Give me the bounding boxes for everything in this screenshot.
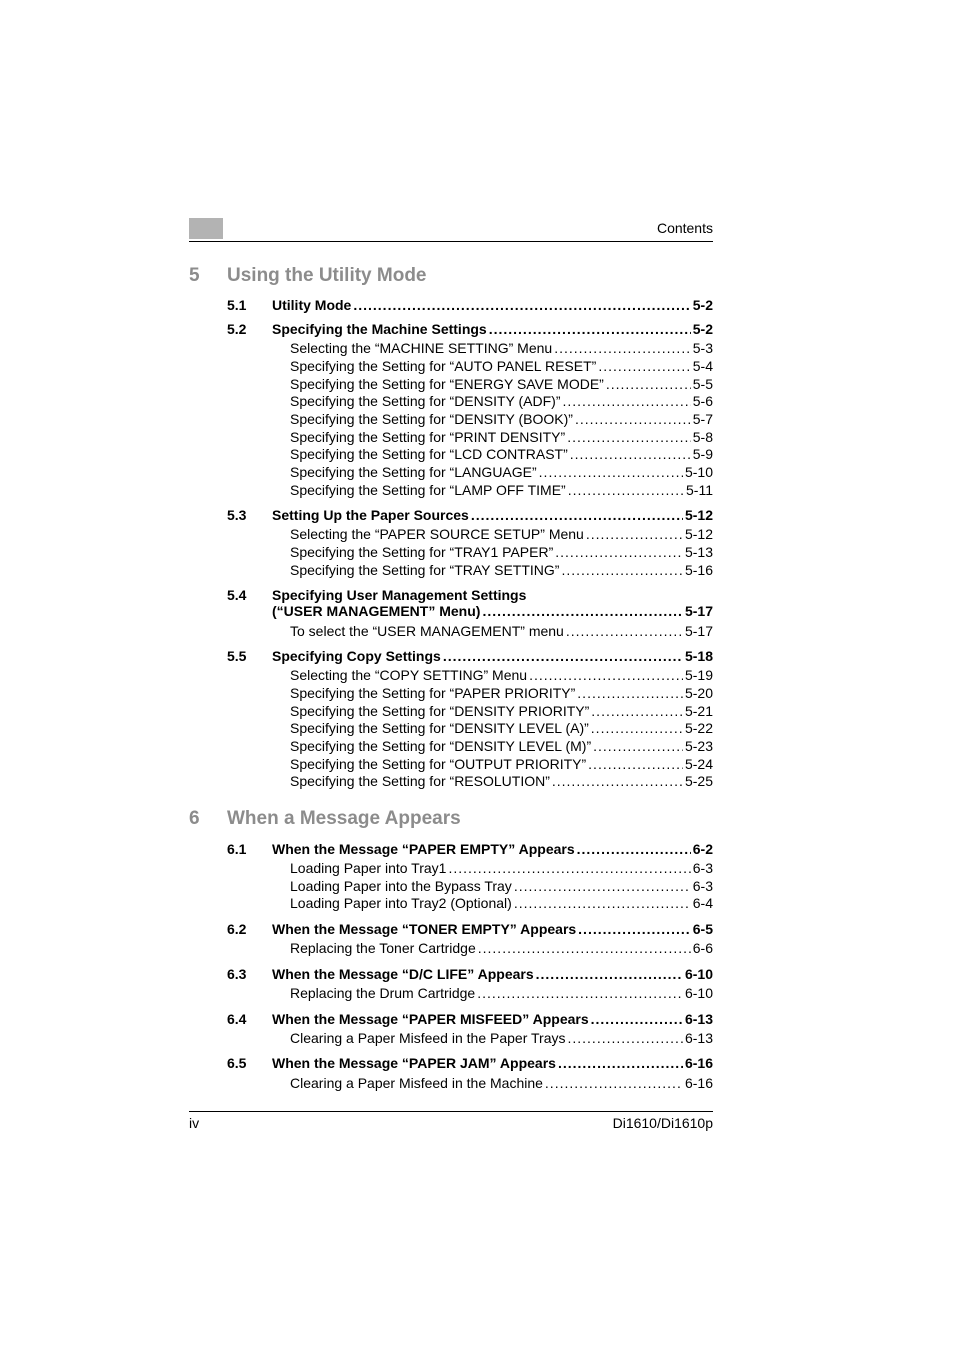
subentry-title: To select the “USER MANAGEMENT” menu (290, 623, 564, 639)
toc-subentry[interactable] (290, 464, 713, 480)
section-number: 5.1 (227, 297, 247, 313)
page-ref: 5-16 (684, 562, 713, 578)
toc-section-entry[interactable] (272, 921, 713, 937)
page-ref: 6-3 (692, 860, 713, 876)
dot-leader (471, 507, 683, 523)
subentry-title: Replacing the Toner Cartridge (290, 940, 476, 956)
section-title: Setting Up the Paper Sources (272, 507, 469, 523)
subentry-title: Loading Paper into Tray2 (Optional) (290, 895, 512, 911)
page-ref: 5-7 (692, 411, 713, 427)
page-ref: 5-22 (684, 720, 713, 736)
page-ref: 6-16 (684, 1055, 713, 1071)
subentry-title: Specifying the Setting for “LAMP OFF TIME” (290, 482, 566, 498)
dot-leader (575, 411, 691, 427)
toc-section-entry[interactable] (272, 1011, 713, 1027)
toc-section-entry[interactable] (272, 648, 713, 664)
subentry-title: Loading Paper into Tray1 (290, 860, 447, 876)
toc-section-entry[interactable] (272, 297, 713, 313)
toc-subentry[interactable] (290, 720, 713, 736)
dot-leader (443, 648, 683, 664)
toc-subentry[interactable] (290, 985, 713, 1001)
toc-subentry[interactable] (290, 482, 713, 498)
subentry-title: Selecting the “PAPER SOURCE SETUP” Menu (290, 526, 584, 542)
page-ref: 5-5 (692, 376, 713, 392)
subentry-title: Specifying the Setting for “LANGUAGE” (290, 464, 537, 480)
subentry-title: Specifying the Setting for “DENSITY LEVEL (A)” (290, 720, 589, 736)
section-number: 5.4 (227, 587, 247, 603)
dot-leader (478, 940, 691, 956)
dot-leader (567, 429, 691, 445)
page-header-title: Contents (656, 220, 713, 236)
subentry-title: Specifying the Setting for “DENSITY LEVEL (M)” (290, 738, 592, 754)
subentry-title: Specifying the Setting for “PAPER PRIORITY” (290, 685, 576, 701)
dot-leader (561, 562, 683, 578)
toc-subentry[interactable] (290, 376, 713, 392)
section-number: 6.2 (227, 921, 247, 937)
dot-leader (591, 703, 683, 719)
dot-leader (577, 841, 691, 857)
page-ref: 5-6 (692, 393, 713, 409)
subentry-title: Specifying the Setting for “OUTPUT PRIORITY” (290, 756, 587, 772)
dot-leader (555, 544, 683, 560)
toc-subentry[interactable] (290, 860, 713, 876)
section-title: When the Message “PAPER JAM” Appears (272, 1055, 556, 1071)
page-ref: 5-17 (684, 623, 713, 639)
toc-subentry[interactable] (290, 878, 713, 894)
toc-section-entry[interactable] (272, 841, 713, 857)
page-ref: 5-23 (684, 738, 713, 754)
subentry-title: Clearing a Paper Misfeed in the Paper Trays (290, 1030, 566, 1046)
page-ref: 5-20 (684, 685, 713, 701)
dot-leader (448, 860, 690, 876)
subentry-title: Specifying the Setting for “DENSITY PRIORITY” (290, 703, 590, 719)
footer-page-number: iv (189, 1115, 200, 1131)
dot-leader (554, 340, 691, 356)
subentry-title: Replacing the Drum Cartridge (290, 985, 476, 1001)
section-number: 6.4 (227, 1011, 247, 1027)
dot-leader (591, 720, 683, 736)
toc-subentry[interactable] (290, 1075, 713, 1091)
dot-leader (598, 358, 690, 374)
toc-subentry[interactable] (290, 685, 713, 701)
toc-subentry[interactable] (290, 895, 713, 911)
page-ref: 6-16 (684, 1075, 713, 1091)
header-tab-marker (189, 218, 223, 239)
dot-leader (570, 446, 691, 462)
dot-leader (578, 921, 691, 937)
toc-subentry[interactable] (290, 526, 713, 542)
section-title: Specifying the Machine Settings (272, 321, 487, 337)
subentry-title: Specifying the Setting for “PRINT DENSITY” (290, 429, 566, 445)
page-ref: 5-17 (684, 603, 713, 619)
page-ref: 5-4 (692, 358, 713, 374)
page-ref: 5-3 (692, 340, 713, 356)
page-ref: 5-24 (684, 756, 713, 772)
page-ref: 5-10 (684, 464, 713, 480)
chapter-title: Using the Utility Mode (227, 265, 427, 286)
subentry-title: Selecting the “MACHINE SETTING” Menu (290, 340, 553, 356)
page-ref: 6-10 (684, 966, 713, 982)
subentry-title: Specifying the Setting for “DENSITY (ADF)” (290, 393, 561, 409)
section-title: Specifying Copy Settings (272, 648, 441, 664)
toc-section-entry[interactable] (272, 603, 713, 619)
header-rule (189, 241, 713, 242)
page-ref: 5-13 (684, 544, 713, 560)
chapter-number: 5 (189, 265, 200, 286)
subentry-title: Specifying the Setting for “DENSITY (BOOK)” (290, 411, 573, 427)
page-ref: 5-2 (692, 321, 713, 337)
dot-leader (567, 1030, 682, 1046)
footer-model: Di1610/Di1610p (612, 1115, 713, 1131)
toc-subentry[interactable] (290, 1030, 713, 1046)
dot-leader (586, 526, 683, 542)
footer-rule (189, 1111, 713, 1112)
toc-subentry[interactable] (290, 667, 713, 683)
toc-subentry[interactable] (290, 756, 713, 772)
section-number: 5.2 (227, 321, 247, 337)
dot-leader (536, 966, 683, 982)
section-number: 5.3 (227, 507, 247, 523)
section-number: 6.1 (227, 841, 247, 857)
toc-subentry[interactable] (290, 340, 713, 356)
page-ref: 5-11 (686, 482, 713, 498)
subentry-title: Selecting the “COPY SETTING” Menu (290, 667, 528, 683)
dot-leader (558, 1055, 683, 1071)
toc-section-entry[interactable] (272, 507, 713, 523)
toc-section-entry[interactable] (272, 321, 713, 337)
section-title: When the Message “PAPER EMPTY” Appears (272, 841, 575, 857)
page-ref: 6-2 (692, 841, 713, 857)
dot-leader (588, 756, 683, 772)
section-number: 6.5 (227, 1055, 247, 1071)
toc-subentry[interactable] (290, 358, 713, 374)
page-ref: 5-21 (684, 703, 713, 719)
page-ref: 6-5 (692, 921, 713, 937)
dot-leader (566, 623, 683, 639)
page-ref: 5-12 (684, 507, 713, 523)
toc-section-entry[interactable] (272, 966, 713, 982)
toc-subentry[interactable] (290, 738, 713, 754)
dot-leader (577, 685, 683, 701)
subentry-title: Specifying the Setting for “LCD CONTRAST” (290, 446, 568, 462)
subentry-title: Specifying the Setting for “TRAY SETTING” (290, 562, 560, 578)
subentry-title: Specifying the Setting for “AUTO PANEL RESET” (290, 358, 597, 374)
toc-subentry[interactable] (290, 446, 713, 462)
dot-leader (568, 482, 684, 498)
dot-leader (514, 878, 691, 894)
section-title: Utility Mode (272, 297, 352, 313)
toc-subentry[interactable] (290, 940, 713, 956)
page-ref: 5-2 (692, 297, 713, 313)
toc-subentry[interactable] (290, 411, 713, 427)
toc-subentry[interactable] (290, 429, 713, 445)
page-ref: 5-18 (684, 648, 713, 664)
subentry-title: Loading Paper into the Bypass Tray (290, 878, 512, 894)
toc-subentry[interactable] (290, 703, 713, 719)
toc-subentry[interactable] (290, 393, 713, 409)
dot-leader (593, 738, 683, 754)
page-ref: 6-13 (684, 1030, 713, 1046)
page-ref: 6-4 (692, 895, 713, 911)
dot-leader (482, 603, 683, 619)
dot-leader (539, 464, 683, 480)
chapter-number: 6 (189, 808, 200, 829)
page-ref: 5-25 (684, 773, 713, 789)
page-ref: 5-19 (684, 667, 713, 683)
dot-leader (591, 1011, 683, 1027)
toc-subentry[interactable] (290, 623, 713, 639)
dot-leader (514, 895, 691, 911)
dot-leader (563, 393, 691, 409)
section-title: When the Message “TONER EMPTY” Appears (272, 921, 577, 937)
page-ref: 5-8 (692, 429, 713, 445)
section-number: 6.3 (227, 966, 247, 982)
chapter-title: When a Message Appears (227, 808, 461, 829)
toc-subentry[interactable] (290, 773, 713, 789)
dot-leader (606, 376, 691, 392)
dot-leader (353, 297, 690, 313)
section-number: 5.5 (227, 648, 247, 664)
subentry-title: Specifying the Setting for “TRAY1 PAPER” (290, 544, 554, 560)
dot-leader (545, 1075, 683, 1091)
page-ref: 6-6 (692, 940, 713, 956)
page-ref: 6-13 (684, 1011, 713, 1027)
section-title-line1: Specifying User Management Settings (272, 587, 527, 603)
subentry-title: Clearing a Paper Misfeed in the Machine (290, 1075, 543, 1091)
page-ref: 6-10 (684, 985, 713, 1001)
dot-leader (477, 985, 683, 1001)
toc-subentry[interactable] (290, 544, 713, 560)
page-ref: 5-12 (684, 526, 713, 542)
page-ref: 5-9 (692, 446, 713, 462)
toc-subentry[interactable] (290, 562, 713, 578)
toc-section-entry[interactable] (272, 1055, 713, 1071)
dot-leader (489, 321, 691, 337)
section-title: When the Message “PAPER MISFEED” Appears (272, 1011, 589, 1027)
subentry-title: Specifying the Setting for “ENERGY SAVE MODE” (290, 376, 604, 392)
page-ref: 6-3 (692, 878, 713, 894)
dot-leader (529, 667, 683, 683)
section-title: (“USER MANAGEMENT” Menu) (272, 603, 481, 619)
section-title: When the Message “D/C LIFE” Appears (272, 966, 534, 982)
subentry-title: Specifying the Setting for “RESOLUTION” (290, 773, 550, 789)
dot-leader (552, 773, 683, 789)
